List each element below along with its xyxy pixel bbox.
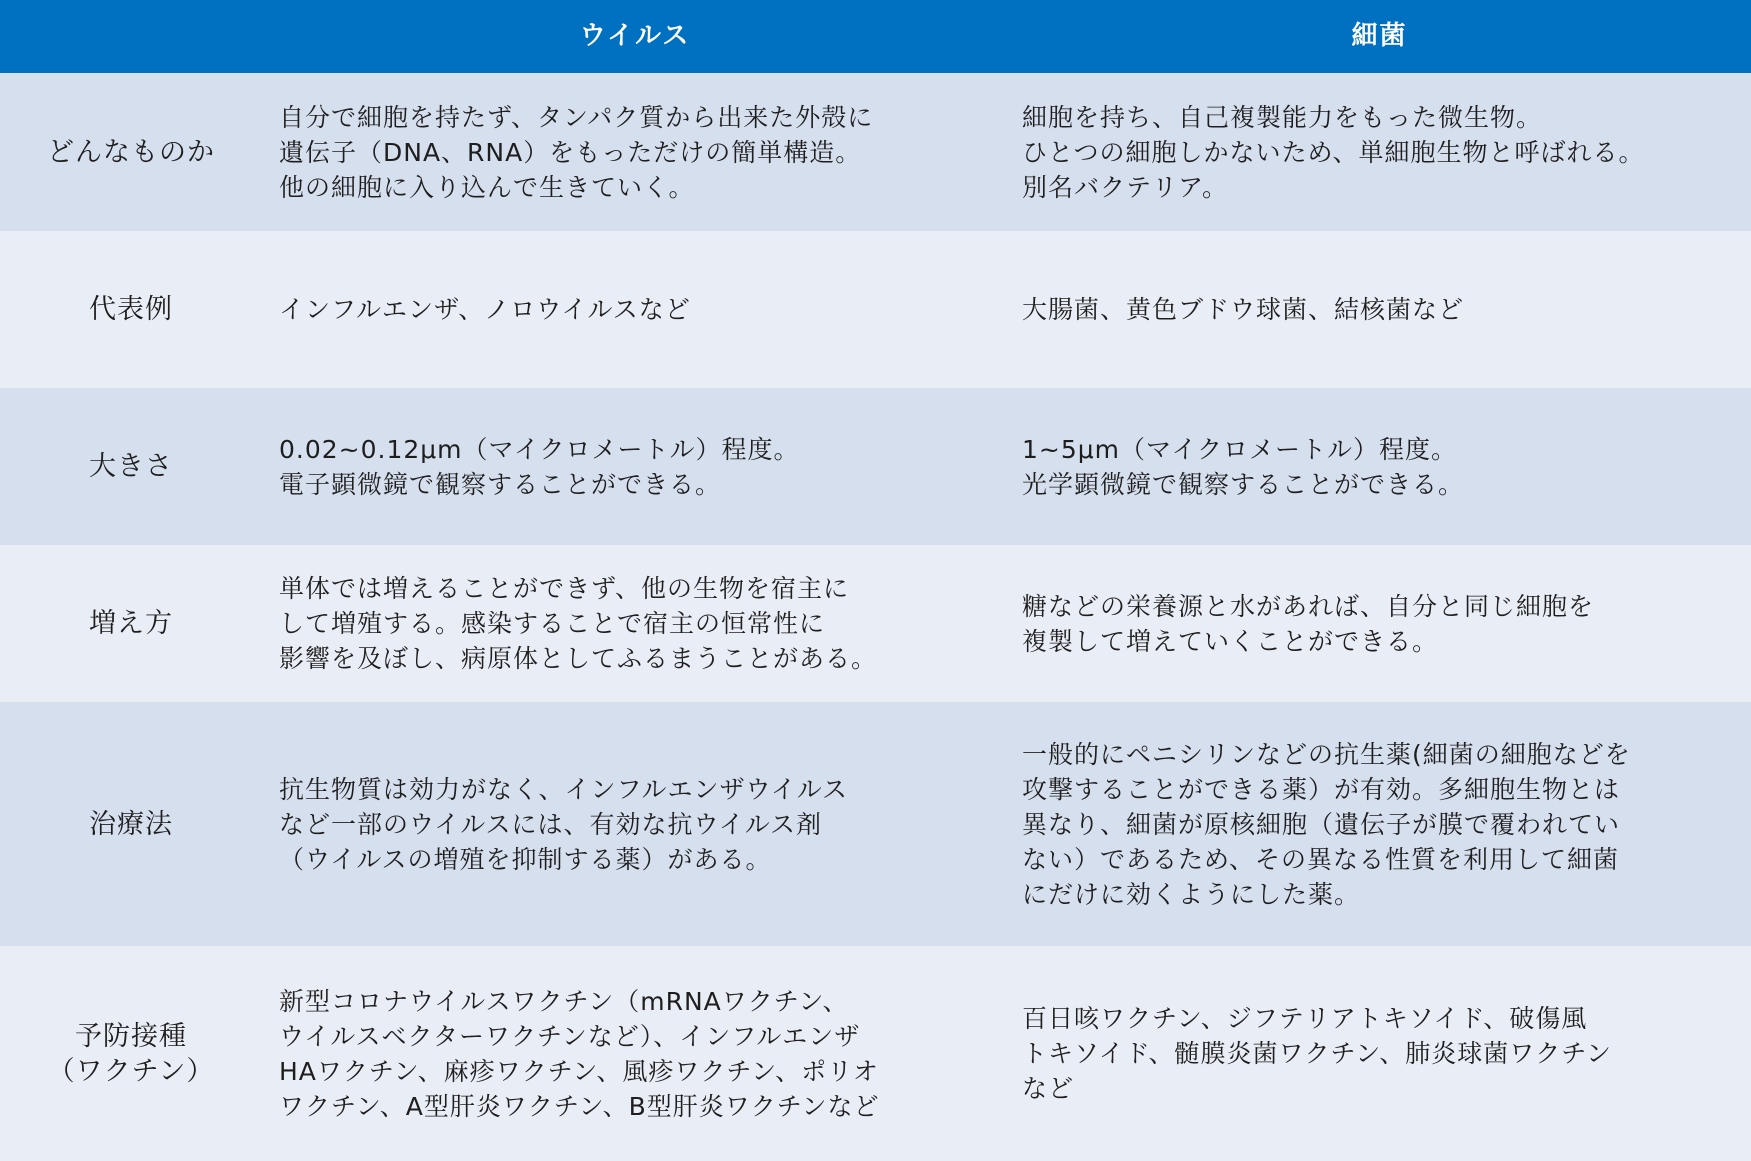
virus-cell [279,946,999,1161]
table-row-vaccine [0,946,1751,1161]
cell-line: 影響を及ぼし、病原体としてふるまうことがある。 [279,644,878,673]
cell-line: 1~5μm（マイクロメートル）程度。 [1022,434,1458,464]
row-label: どんなものか [47,136,215,168]
cell-line: インフルエンザ、ノロウイルスなど [279,295,691,324]
cell-line: トキソイド、髄膜炎菌ワクチン、肺炎球菌ワクチン [1022,1039,1613,1068]
cell-line: 一般的にペニシリンなどの抗生薬(細菌の細胞などを [1022,739,1631,769]
cell-line: 自分で細胞を持たず、タンパク質から出来た外殻に [279,102,874,132]
virus-cell [279,388,999,545]
header-bacteria: 細菌 [1351,21,1408,51]
bacteria-cell [1022,73,1742,231]
virus-cell [279,545,999,702]
table-row-reproduction [0,545,1751,702]
cell-line: ワクチン、A型肝炎ワクチン、B型肝炎ワクチンなど [279,1091,880,1121]
cell-line: 0.02~0.12μm（マイクロメートル）程度。 [279,434,800,464]
bacteria-cell [1022,231,1742,388]
cell-line: 遺伝子（DNA、RNA）をもっただけの簡単構造。 [279,137,862,167]
cell-line: 単体では増えることができず、他の生物を宿主に [279,574,850,603]
cell-line: 異なり、細菌が原核細胞（遺伝子が膜で覆われてい [1022,809,1621,839]
cell-line: HAワクチン、麻疹ワクチン、風疹ワクチン、ポリオ [279,1056,879,1086]
cell-line: 大腸菌、黄色ブドウ球菌、結核菌など [1022,295,1465,324]
row-label: 大きさ [89,451,173,482]
cell-line: など [1022,1074,1075,1103]
row-label: 予防接種 （ワクチン） [47,1020,215,1087]
table-header [0,0,1751,73]
bacteria-cell [1022,702,1742,946]
row-label: 治療法 [89,808,173,840]
cell-line: 糖などの栄養源と水があれば、自分と同じ細胞を [1022,591,1595,621]
table-row-what [0,73,1751,231]
cell-line: 他の細胞に入り込んで生きていく。 [279,172,695,202]
virus-cell [279,231,999,388]
table-row-treatment [0,702,1751,946]
cell-line: 光学顕微鏡で観察することができる。 [1022,469,1465,499]
bacteria-cell [1022,545,1742,702]
cell-line: ひとつの細胞しかないため、単細胞生物と呼ばれる。 [1022,137,1645,167]
cell-line: にだけに効くようにした薬。 [1022,879,1361,909]
cell-line: ない）であるため、その異なる性質を利用して細菌 [1022,844,1620,874]
virus-cell [279,702,999,946]
cell-line: 新型コロナウイルスワクチン（mRNAワクチン、 [279,986,849,1016]
cell-line: 抗生物質は効力がなく、インフルエンザウイルス [279,774,849,804]
cell-line: ウイルスベクターワクチンなど）、インフルエンザ [279,1021,861,1051]
cell-line: （ウイルスの増殖を抑制する薬）がある。 [279,844,772,874]
header-virus: ウイルス [579,21,691,51]
cell-line: して増殖する。感染することで宿主の恒常性に [279,609,826,638]
cell-line: 別名バクテリア。 [1022,172,1229,202]
row-label: 増え方 [89,608,173,639]
table-row-size [0,388,1751,545]
cell-line: 電子顕微鏡で観察することができる。 [279,469,722,499]
table-row-examples [0,231,1751,388]
cell-line: 複製して増えていくことができる。 [1022,626,1439,656]
cell-line: など一部のウイルスには、有効な抗ウイルス剤 [279,809,823,839]
row-label: 代表例 [89,294,173,325]
cell-line: 百日咳ワクチン、ジフテリアトキソイド、破傷風 [1022,1004,1588,1033]
cell-line: 細胞を持ち、自己複製能力をもった微生物。 [1022,102,1543,132]
cell-line: 攻撃することができる薬）が有効。多細胞生物とは [1022,774,1621,804]
bacteria-cell [1022,388,1742,545]
bacteria-cell [1022,946,1742,1161]
virus-cell [279,73,999,231]
